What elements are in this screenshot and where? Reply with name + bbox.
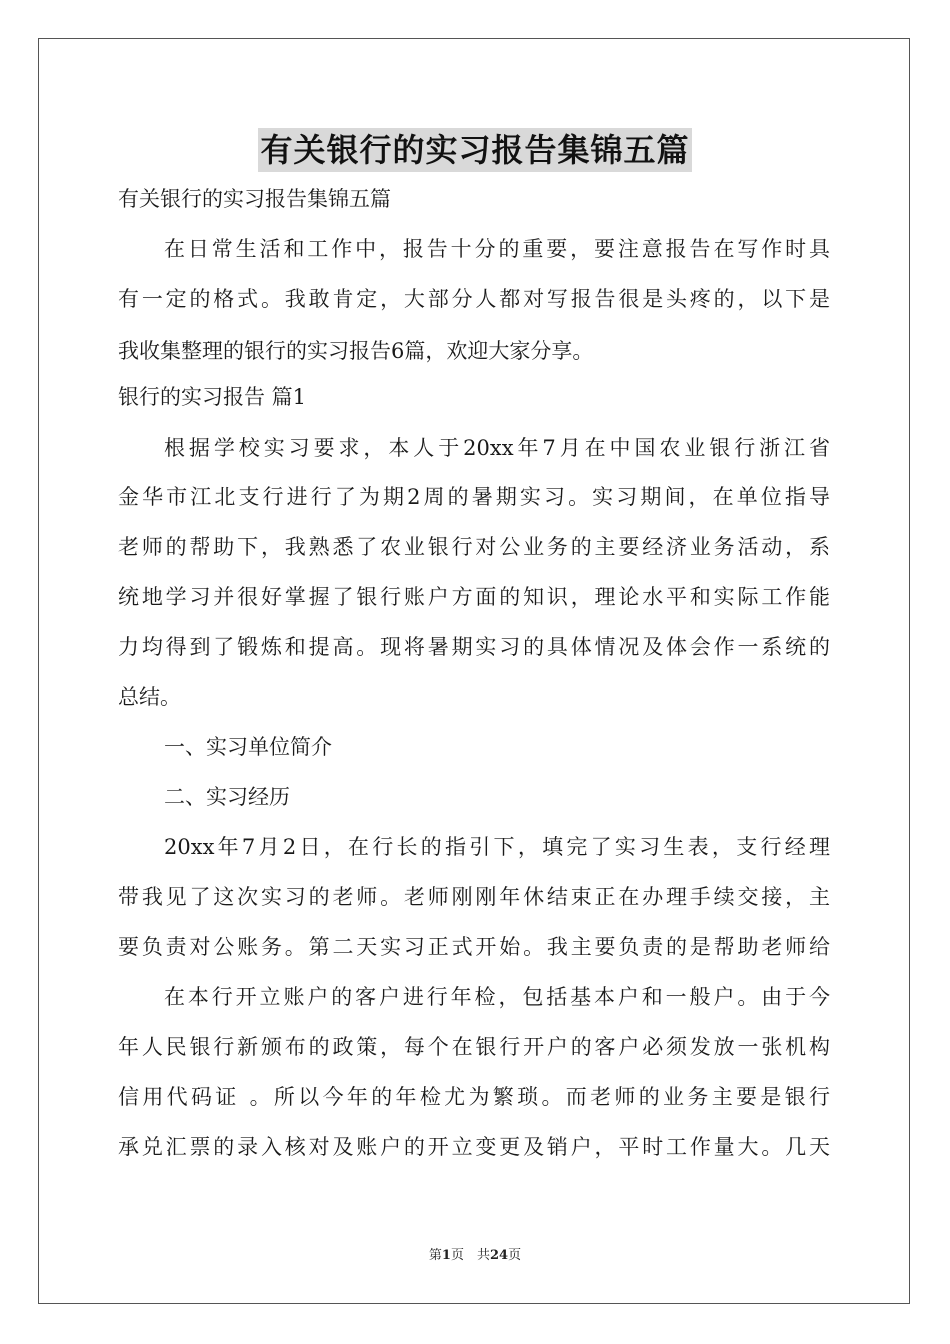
paragraph-line: 带我见了这次实习的老师。老师刚刚年休结束正在办理手续交接，主	[118, 885, 830, 909]
paragraph-line: 统地学习并很好掌握了银行账户方面的知识，理论水平和实际工作能	[118, 585, 830, 609]
paragraph-line: 老师的帮助下，我熟悉了农业银行对公业务的主要经济业务活动，系	[118, 535, 830, 559]
footer-mid: 页 共	[450, 1248, 490, 1263]
paragraph-line: 力均得到了锻炼和提高。现将暑期实习的具体情况及体会作一系统的	[118, 635, 830, 659]
paragraph-line: 信用代码证 。所以今年的年检尤为繁琐。而老师的业务主要是银行	[118, 1085, 830, 1109]
paragraph-line: 金华市江北支行进行了为期2周的暑期实习。实习期间，在单位指导	[118, 485, 830, 509]
title-container	[0, 128, 950, 172]
footer-prefix: 第	[428, 1248, 442, 1263]
paragraph-line: 我收集整理的银行的实习报告6篇，欢迎大家分享。	[118, 339, 594, 363]
paragraph-line: 有一定的格式。我敢肯定，大部分人都对写报告很是头疼的，以下是	[118, 287, 830, 311]
paragraph-line: 20xx年7月2日，在行长的指引下，填完了实习生表，支行经理	[164, 835, 830, 859]
paragraph-line: 在本行开立账户的客户进行年检，包括基本户和一般户。由于今	[164, 985, 830, 1009]
subtitle-line: 有关银行的实习报告集锦五篇	[118, 187, 391, 211]
paragraph-line: 在日常生活和工作中，报告十分的重要，要注意报告在写作时具	[164, 237, 830, 261]
current-page-number: 1	[441, 1248, 451, 1263]
list-item: 一、实习单位简介	[164, 735, 332, 759]
document-title: 有关银行的实习报告集锦五篇	[258, 128, 691, 172]
footer-suffix: 页	[508, 1248, 522, 1263]
total-pages-number: 24	[489, 1248, 509, 1263]
paragraph-line: 年人民银行新颁布的政策，每个在银行开户的客户必须发放一张机构	[118, 1035, 830, 1059]
paragraph-line: 承兑汇票的录入核对及账户的开立变更及销户，平时工作量大。几天	[118, 1135, 830, 1159]
paragraph-line: 总结。	[118, 685, 181, 709]
paragraph-line: 根据学校实习要求，本人于20xx年7月在中国农业银行浙江省	[164, 436, 830, 460]
paragraph-line: 要负责对公账务。第二天实习正式开始。我主要负责的是帮助老师给	[118, 935, 830, 959]
page-border	[38, 38, 910, 1304]
list-item: 二、实习经历	[164, 785, 290, 809]
page-footer	[0, 1244, 950, 1263]
section-heading: 银行的实习报告 篇1	[118, 385, 307, 409]
